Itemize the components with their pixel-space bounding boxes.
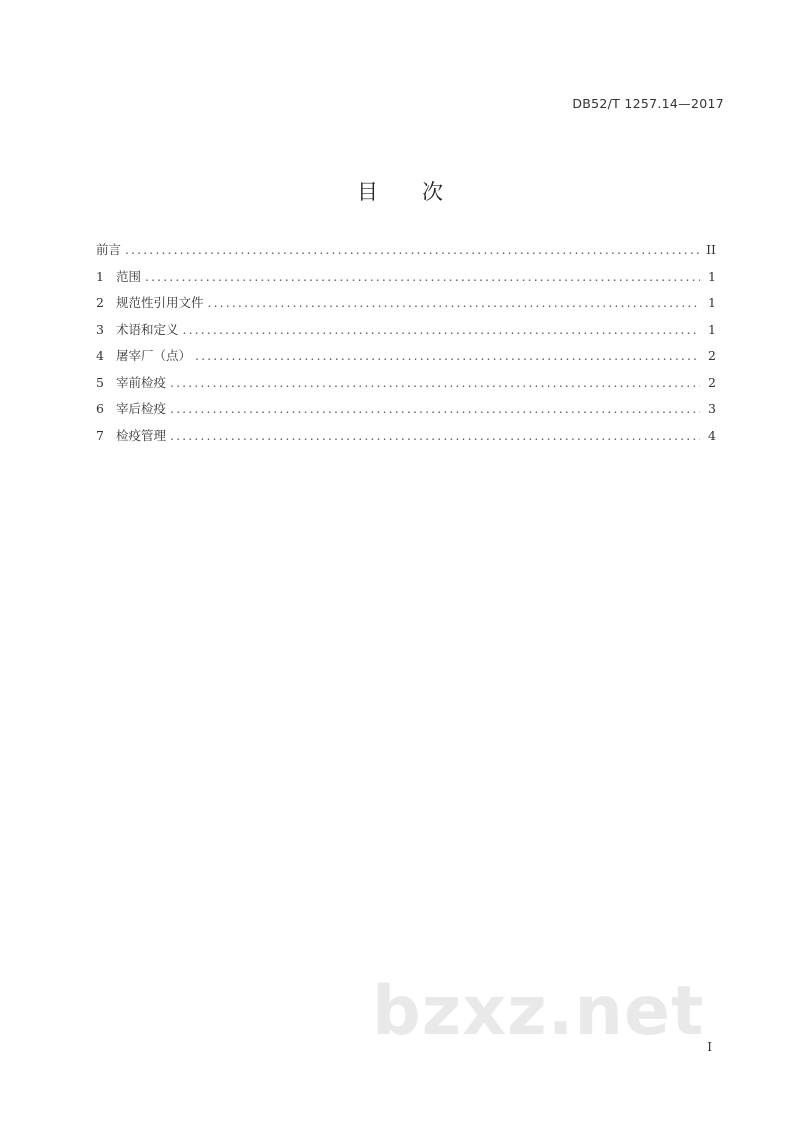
toc-title xyxy=(0,176,800,206)
toc-entry-page: 1 xyxy=(708,321,716,337)
toc-entry-page: 1 xyxy=(708,268,716,284)
toc-leader-dots xyxy=(195,346,700,366)
toc-entry-number: 4 xyxy=(96,348,104,363)
toc-entry-foreword[interactable] xyxy=(96,240,716,267)
toc-entry-page: 3 xyxy=(708,401,716,416)
toc-entry-page: II xyxy=(706,242,716,257)
toc-entry-5[interactable] xyxy=(96,373,716,400)
toc-leader-dots xyxy=(125,240,700,260)
toc-entry-6[interactable] xyxy=(96,399,716,426)
toc-entry-label: 规范性引用文件 xyxy=(116,295,204,310)
toc-entry-1[interactable] xyxy=(96,267,716,294)
toc-entry-number: 7 xyxy=(96,427,104,443)
toc-entry-label: 前言 xyxy=(96,242,122,257)
toc-leader-dots xyxy=(170,399,700,419)
toc-entry-page: 2 xyxy=(708,348,716,363)
toc-entry-number: 2 xyxy=(96,295,104,310)
toc-leader-dots xyxy=(145,267,700,287)
toc-leader-dots xyxy=(208,293,700,313)
toc-entry-label: 术语和定义 xyxy=(116,321,179,337)
toc-entry-label: 宰前检疫 xyxy=(116,374,167,390)
toc-entry-7[interactable] xyxy=(96,426,716,453)
toc-title-char-1: 目 xyxy=(357,180,378,204)
watermark-logo: bzxz.net xyxy=(372,972,705,1051)
toc-entry-number: 3 xyxy=(96,321,104,337)
toc-leader-dots xyxy=(170,426,700,446)
toc-title-char-2: 次 xyxy=(422,180,443,204)
toc-entry-number: 5 xyxy=(96,374,104,390)
toc-entry-page: 4 xyxy=(708,427,716,443)
toc-entry-3[interactable] xyxy=(96,320,716,347)
toc-entry-number: 1 xyxy=(96,268,104,284)
toc-leader-dots xyxy=(170,373,700,393)
toc-entry-page: 2 xyxy=(708,374,716,390)
toc-entry-label: 宰后检疫 xyxy=(116,401,167,416)
toc-entry-label: 检疫管理 xyxy=(116,427,167,443)
toc-entry-4[interactable] xyxy=(96,346,716,373)
toc-entry-label: 屠宰厂（点） xyxy=(116,348,192,363)
document-code: DB52/T 1257.14—2017 xyxy=(572,96,724,111)
toc-list xyxy=(96,240,716,452)
toc-entry-page: 1 xyxy=(708,295,716,310)
toc-entry-number: 6 xyxy=(96,401,104,416)
toc-entry-2[interactable] xyxy=(96,293,716,320)
toc-leader-dots xyxy=(183,320,700,340)
toc-entry-label: 范围 xyxy=(116,268,142,284)
page-number: I xyxy=(707,1040,712,1054)
